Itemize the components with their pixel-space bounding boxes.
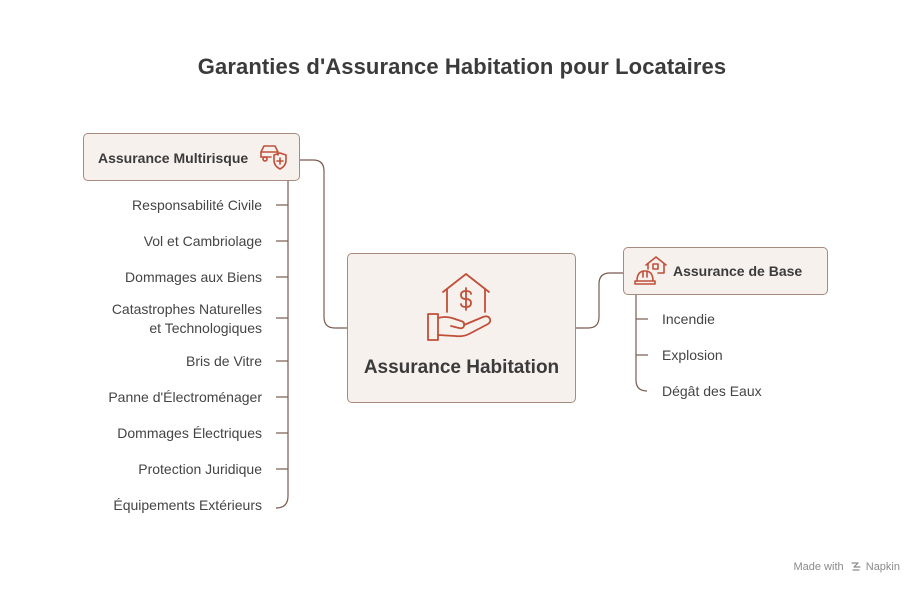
right-item: Dégât des Eaux [662,383,762,399]
napkin-footer[interactable] [793,561,900,573]
left-item-line2: et Technologiques [149,320,262,336]
napkin-logo-icon [851,561,861,572]
house-dollar-hand-icon [427,270,499,344]
left-item: Panne d'Électroménager [108,389,262,405]
base-box [623,247,828,295]
left-item: Vol et Cambriolage [143,233,262,249]
car-shield-icon [258,142,290,172]
left-item: Dommages aux Biens [125,269,262,285]
left-item: Responsabilité Civile [132,197,262,213]
habitation-label: Assurance Habitation [363,357,560,378]
connector-center-left [300,160,347,328]
diagram-title: Garanties d'Assurance Habitation pour Locataires [197,54,727,79]
right-item: Incendie [662,311,715,327]
left-item-line1: Catastrophes Naturelles [111,301,262,317]
habitation-box [347,253,576,403]
house-hardhat-icon [634,255,668,287]
left-item: Dommages Électriques [117,425,262,441]
left-item: Bris de Vitre [186,353,262,369]
base-label: Assurance de Base [673,263,803,279]
left-spine [276,181,288,508]
left-item: Protection Juridique [138,461,262,477]
left-item: Équipements Extérieurs [113,497,262,513]
multirisque-box [83,133,300,181]
made-with-text: Made with [793,561,844,573]
connector-center-right [576,273,623,328]
right-spine [636,295,647,391]
multirisque-label: Assurance Multirisque [98,150,249,166]
left-item-multiline [112,300,262,338]
napkin-brand-text: Napkin [865,561,900,573]
right-item: Explosion [662,347,723,363]
